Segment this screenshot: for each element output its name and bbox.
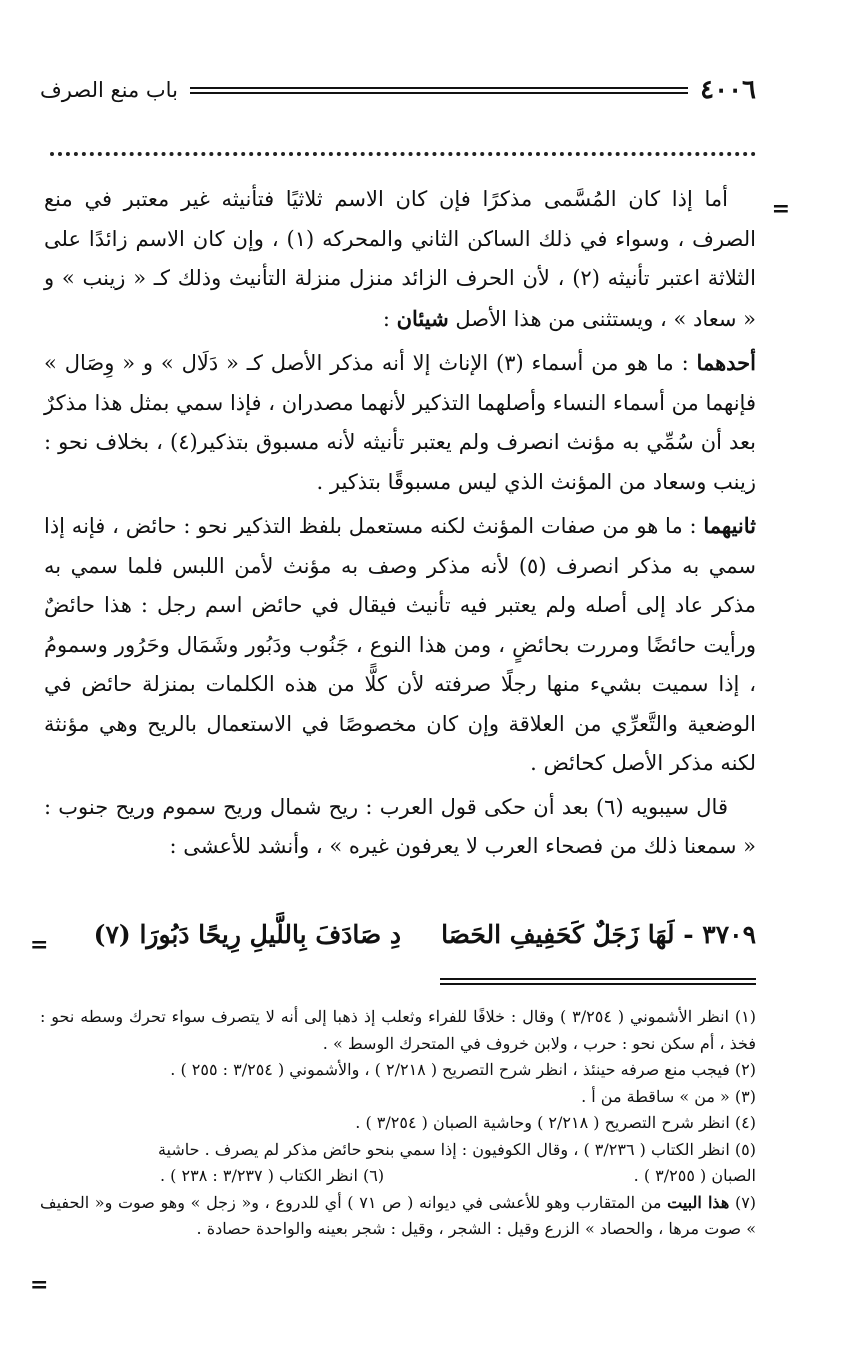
footnotes xyxy=(40,1004,756,1243)
keyword-thanihuma: ثانيهما xyxy=(703,513,756,538)
continuation-mark-footnote: = xyxy=(30,1272,49,1298)
footnote-2: (٢) فيجب منع صرفه حينئذ ، انظر شرح التصريح ( ٢/٢١٨ ) ، والأشموني ( ٣/٢٥٤ : ٢٥٥ ) . xyxy=(170,1060,756,1079)
footnote-3: (٣) « من » ساقطة من أ . xyxy=(581,1086,756,1106)
footnote-5-6-row xyxy=(40,1163,756,1190)
footnote-5: (٥) انظر الكتاب ( ٣/٢٣٦ ) ، وقال الكوفيون : إذا سمي بنحو حائض مذكر لم يصرف . حاشية xyxy=(157,1139,756,1159)
footnote-4: (٤) انظر شرح التصريح ( ٢/٢١٨ ) وحاشية الصبان ( ٣/٢٥٤ ) . xyxy=(355,1113,756,1132)
paragraph-2: أحدهما : ما هو من أسماء (٣) الإناث إلا أنه مذكر الأصل كـ « دَلَال » و « وِصَال » فإنهما من أسماء النساء وأصلهما التذكير لأنهما مصدران ، فإذا سمي بمثل هذا مذكرٌ بعد أن سُمِّي به مؤنث انصرف ولم يعتبر تأنيثه لأنه مسبوق بتذكير(٤) ، بخلاف نحو : زينب وسعاد من المؤنث الذي ليس مسبوقًا بتذكير . xyxy=(43,350,757,494)
page-number: ٤٠٠٦ xyxy=(700,75,756,105)
footnote-1: (١) انظر الأشموني ( ٣/٢٥٤ ) وقال : خلافًا للفراء وثعلب إذ ذهبا إلى أنه لا يتصرف سواء تحرك وسطه نحو : فخذ ، أم سكن نحو : حرب ، ولابن خروف في المتحرك الوسط » . xyxy=(40,1007,756,1053)
keyword-ahaduhuma: أحدهما xyxy=(696,350,756,375)
dotted-separator xyxy=(50,152,756,156)
footnote-7: (٧) هذا البيت من المتقارب وهو للأعشى في ديوانه ( ص ٧١ ) أي للدروع ، و« زجل » وهو صوت و« الحفيف » صوت مرها ، والحصاد » الزرع وقيل : الشجر ، وقيل : شجر بعينه والواحدة حصادة . xyxy=(40,1192,757,1238)
continuation-mark-top: = xyxy=(771,196,790,222)
footnote-7-keyword: هذا البيت xyxy=(667,1192,730,1212)
main-text xyxy=(44,180,756,871)
footnote-5-end: الصبان ( ٣/٢٥٥ ) . xyxy=(633,1166,756,1185)
header-rule xyxy=(190,87,688,94)
footnote-6: (٦) انظر الكتاب ( ٣/٢٣٧ : ٢٣٨ ) . xyxy=(160,1166,385,1185)
keyword-shayan: شيئان xyxy=(396,305,449,331)
paragraph-1: أما إذا كان المُسَّمى مذكرًا فإن كان الاسم ثلاثيًا فتأنيثه غير معتبر في منع الصرف ، وسواء في ذلك الساكن الثاني والمحركه (١) ، وإن كان الاسم زائدًا على الثلاثة اعتبر تأنيثه (٢) ، لأن الحرف الزائد منزل منزلة التأنيث وذلك كـ « زينب » و « سعاد » ، ويستثنى من هذا الأصل شيئان : xyxy=(44,187,756,331)
running-title: باب منع الصرف xyxy=(40,78,178,102)
verse-hemistich-1: ٣٧٠٩ - لَهَا زَجَلٌ كَحَفِيفِ الحَصَا xyxy=(441,920,756,949)
footnote-separator xyxy=(440,978,756,985)
continuation-mark-verse: = xyxy=(30,932,49,958)
verse-hemistich-2: دِ صَادَفَ بِاللَّيلِ رِيحًا دَبُورَا (٧) xyxy=(93,920,402,949)
page-header xyxy=(40,70,756,110)
paragraph-3: ثانيهما : ما هو من صفات المؤنث لكنه مستعمل بلفظ التذكير نحو : حائض ، فإنه إذا سمي به مذكر انصرف (٥) لأنه مذكر وصف به مؤنث لأمن اللبس فلما سمي به مذكر عاد إلى أصله ولم يعتبر فيه تأنيث فيقال في حائض اسم رجل : هذا حائضٌ ورأيت حائضًا ومررت بحائضٍ ، ومن هذا النوع ، جَنُوب ودَبُور وشَمَال وحَرُور وسمومُ ، إذا سميت بشيء منها رجلًا صرفته لأن كلًّا من هذه الكلمات بمنزلة حائض في الوضعية والتَّعرِّي من العلاقة وإن كان مخصوصًا في الاستعمال بالريح وهي مؤنثة لكنه مذكر الأصل كحائض . xyxy=(44,513,757,775)
paragraph-4: قال سيبويه (٦) بعد أن حكى قول العرب : ريح شمال وريح سموم وريح جنوب : « سمعنا ذلك من فصحاء العرب لا يعرفون غيره » ، وأنشد للأعشى : xyxy=(44,794,756,858)
poetry-verse xyxy=(80,920,756,949)
